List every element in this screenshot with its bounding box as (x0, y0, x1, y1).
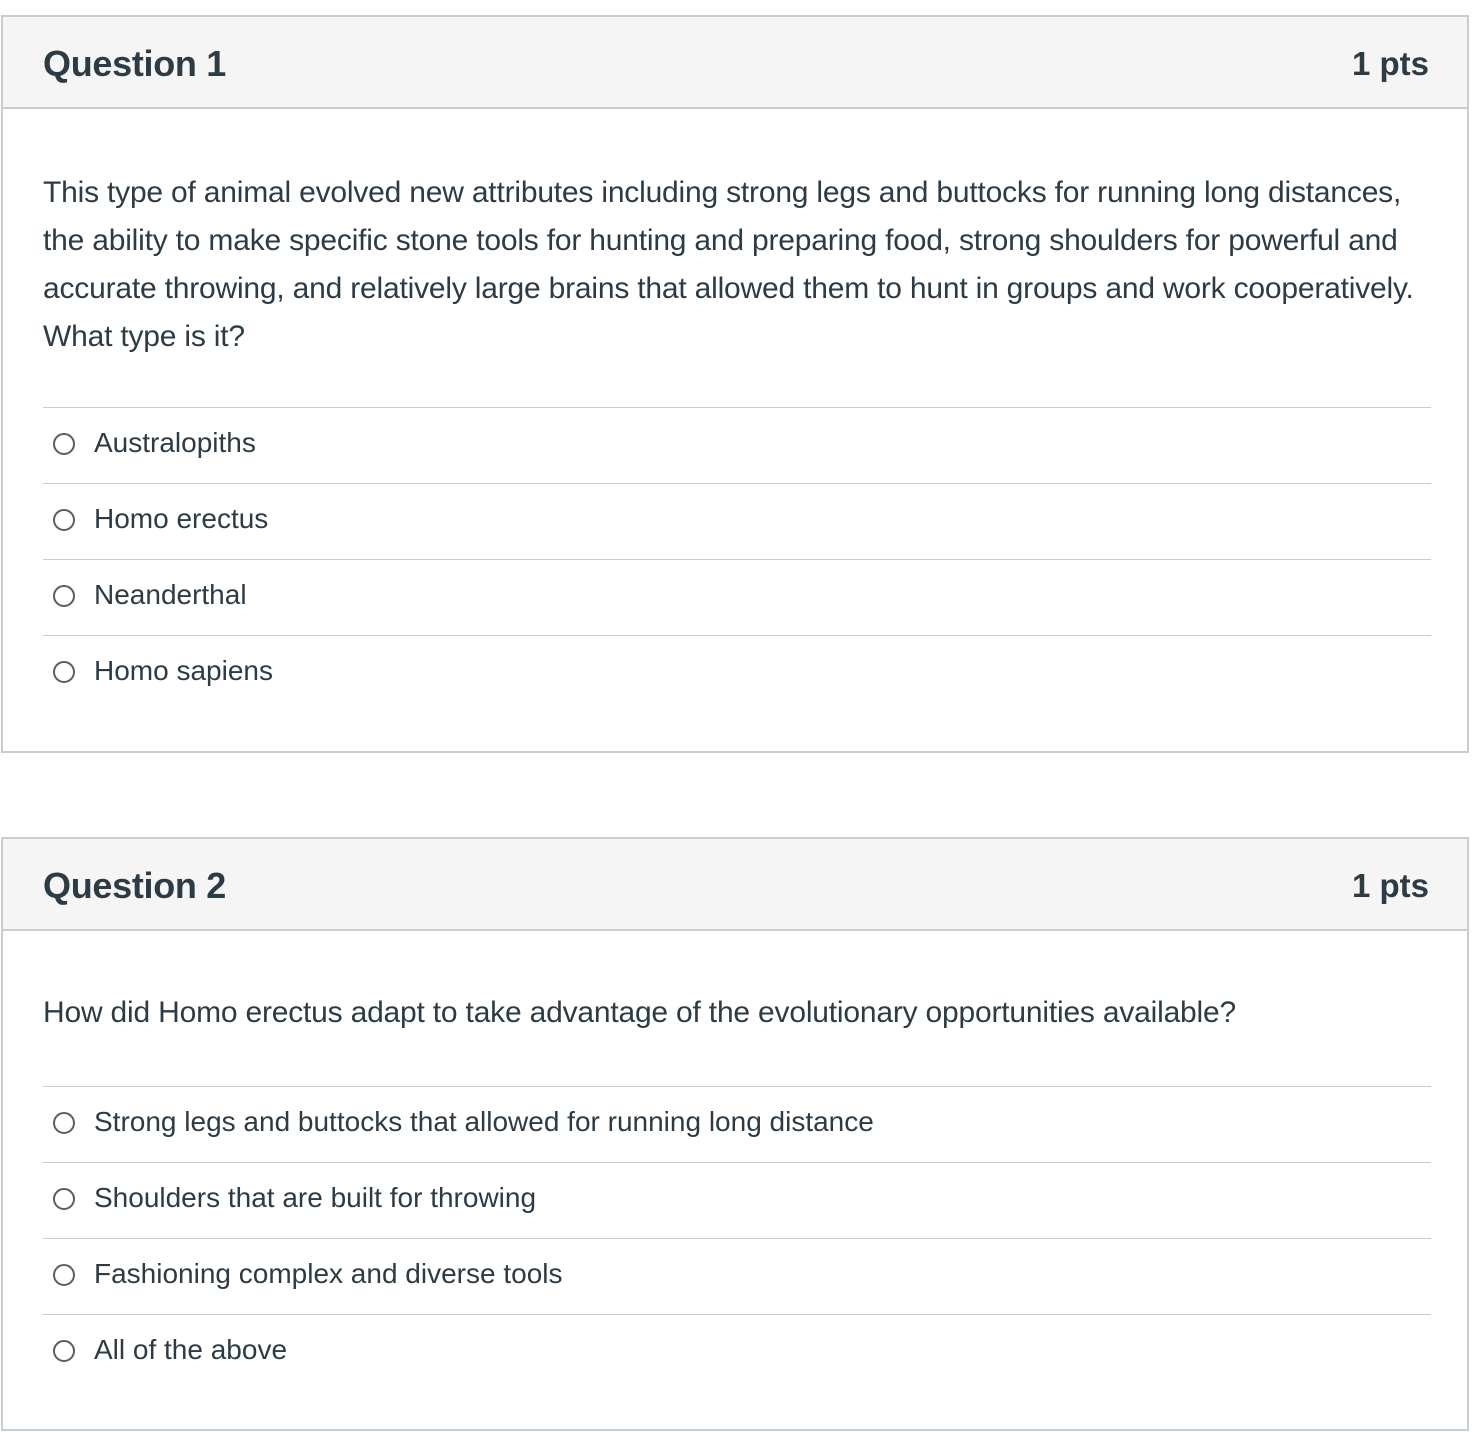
radio-button-icon[interactable] (53, 509, 75, 531)
answer-label[interactable]: Australopiths (94, 427, 256, 458)
answer-option[interactable] (43, 1087, 1431, 1163)
answer-list (43, 1086, 1431, 1391)
answer-label[interactable]: Homo sapiens (94, 655, 273, 686)
answer-option[interactable] (43, 484, 1431, 560)
answer-option[interactable] (43, 408, 1431, 484)
question-text: How did Homo erectus adapt to take advantage of the evolutionary opportunities available? (43, 996, 1236, 1029)
question-text: This type of animal evolved new attributes including strong legs and buttocks for running long distances, the ability to make specific stone tools for hunting and preparing food, strong shoulders for powerful and accurate throwing, and relatively large brains that allowed them to hunt in groups and work cooperatively. What type is it? (43, 176, 1414, 353)
answer-label[interactable]: All of the above (94, 1334, 288, 1365)
radio-button-icon[interactable] (53, 661, 75, 683)
radio-button-icon[interactable] (53, 1112, 75, 1134)
answer-label[interactable]: Neanderthal (94, 579, 247, 610)
radio-button-icon[interactable] (53, 585, 75, 607)
question-header (3, 17, 1467, 109)
radio-button-icon[interactable] (53, 1264, 75, 1286)
answer-label[interactable]: Homo erectus (94, 503, 269, 534)
question-points: 1 pts (1351, 867, 1429, 904)
question-title: Question 1 (43, 43, 227, 84)
radio-button-icon[interactable] (53, 1340, 75, 1362)
radio-button-icon[interactable] (53, 1188, 75, 1210)
answer-label[interactable]: Fashioning complex and diverse tools (94, 1258, 563, 1289)
answer-label[interactable]: Shoulders that are built for throwing (94, 1182, 537, 1213)
answer-list (43, 407, 1431, 712)
answer-option[interactable] (43, 1239, 1431, 1315)
question-card-1 (1, 15, 1469, 753)
question-card-2 (1, 837, 1469, 1431)
question-title: Question 2 (43, 865, 227, 906)
radio-button-icon[interactable] (53, 433, 75, 455)
answer-option[interactable] (43, 1163, 1431, 1239)
answer-option[interactable] (43, 636, 1431, 712)
answer-label[interactable]: Strong legs and buttocks that allowed for running long distance (94, 1106, 874, 1137)
answer-option[interactable] (43, 1315, 1431, 1391)
answer-option[interactable] (43, 560, 1431, 636)
question-header (3, 839, 1467, 931)
question-points: 1 pts (1351, 45, 1429, 82)
